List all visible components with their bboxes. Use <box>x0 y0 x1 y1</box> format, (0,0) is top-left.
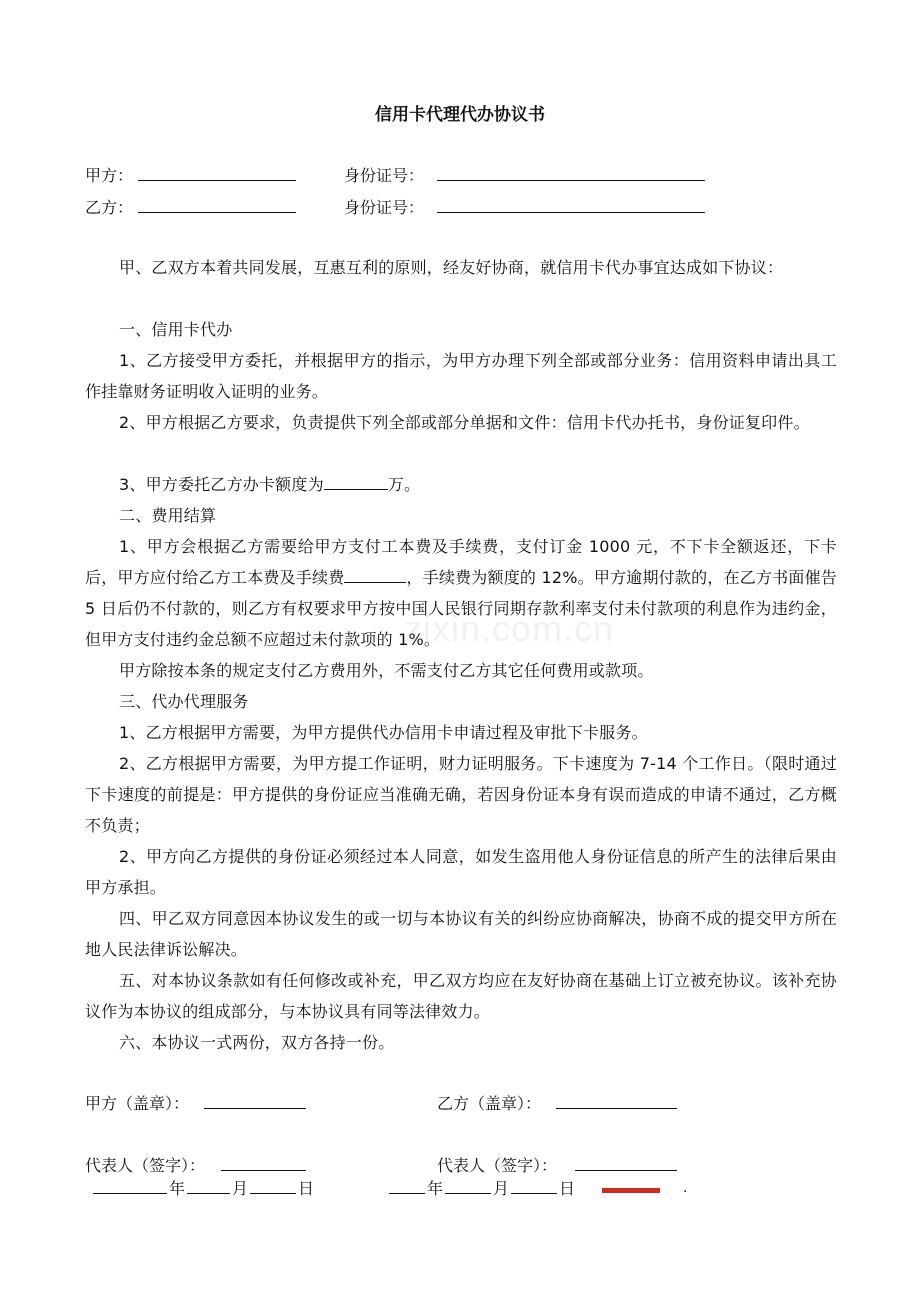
party-b-label: 乙方： <box>85 198 134 217</box>
party-b-year-blank[interactable] <box>389 1193 425 1194</box>
party-a-month-label: 月 <box>232 1179 249 1198</box>
party-a-seal-blank[interactable] <box>204 1108 306 1109</box>
party-b-id-blank[interactable] <box>437 212 705 213</box>
party-a-seal-label: 甲方（盖章）： <box>85 1094 190 1113</box>
section-1-item-3 <box>85 469 837 500</box>
party-b-month-blank[interactable] <box>445 1193 491 1194</box>
fee-amount-blank[interactable] <box>344 566 406 583</box>
party-a-id-label: 身份证号： <box>344 166 425 185</box>
party-a-day-label: 日 <box>298 1179 315 1198</box>
item-3-text-post: 万。 <box>387 475 421 494</box>
section-3-item-2: 2、乙方根据甲方需要，为甲方提工作证明，财力证明服务。下卡速度为 7-14 个工作日。（限时通过下卡速度的前提是：甲方提供的身份证应当准确无确，若因身份证本身有误而造成的申请不通过，乙方概不负责； <box>85 754 837 835</box>
section-1-heading: 一、信用卡代办 <box>119 320 233 339</box>
party-b-day-label: 日 <box>559 1179 576 1198</box>
party-a-day-blank[interactable] <box>250 1193 296 1194</box>
document-title: 信用卡代理代办协议书 <box>375 105 545 125</box>
fee-text-pre: 1、甲方会根据乙方需要给甲方支付工本费及手续费，支付订金 1000 元，不下卡全额返还，下卡后，甲方应付给乙方工本费及手续费 <box>85 537 837 587</box>
section-3-heading: 三、代办代理服务 <box>119 692 249 711</box>
party-b-seal-label: 乙方（盖章）： <box>437 1094 542 1113</box>
section-5-paragraph: 五、对本协议条款如有任何修改或补充，甲乙双方均应在友好协商在基础上订立被充协议。该补充协议作为本协议的组成部分，与本协议具有同等法律效力。 <box>85 971 837 1021</box>
party-a-year-blank[interactable] <box>93 1193 167 1194</box>
trailing-dot: . <box>683 1180 688 1196</box>
party-a-rep-blank[interactable] <box>221 1170 306 1171</box>
party-b-seal-blank[interactable] <box>556 1108 677 1109</box>
section-1-item-2: 2、甲方根据乙方要求，负责提供下列全部或部分单据和文件：信用卡代办托书，身份证复印件。 <box>119 413 810 432</box>
party-b-year-label: 年 <box>427 1179 444 1198</box>
party-b-blank[interactable] <box>138 212 296 213</box>
section-1-item-1: 1、乙方接受甲方委托，并根据甲方的指示，为甲方办理下列全部或部分业务：信用资料申请出具工作挂靠财务证明收入证明的业务。 <box>85 351 837 401</box>
party-a-blank[interactable] <box>138 180 296 181</box>
party-a-rep-label: 代表人（签字）： <box>85 1156 206 1175</box>
party-a-label: 甲方： <box>85 166 134 185</box>
section-4-paragraph: 四、甲乙双方同意因本协议发生的或一切与本协议有关的纠纷应协商解决，协商不成的提交甲方所在地人民法律诉讼解决。 <box>85 909 837 959</box>
section-6-paragraph: 六、本协议一式两份，双方各持一份。 <box>119 1033 395 1052</box>
limit-amount-blank[interactable] <box>324 473 388 490</box>
section-3-item-1: 1、乙方根据甲方需要，为甲方提供代办信用卡申请过程及审批下卡服务。 <box>119 723 648 742</box>
party-b-rep-label: 代表人（签字）： <box>437 1156 558 1175</box>
party-a-year-label: 年 <box>169 1179 186 1198</box>
party-a-month-blank[interactable] <box>187 1193 230 1194</box>
fee-text-post: ，手续费为额度的 12%。甲方逾期付款的，在乙方书面催告 5 日后仍不付款的，则乙方有权要求甲方按中国人民银行同期存款利率支付未付款项的利息作为违约金，但甲方支付违约金总额不应超过未付款项的 1%。 <box>85 568 838 649</box>
party-b-id-label: 身份证号： <box>344 198 425 217</box>
section-2-note: 甲方除按本条的规定支付乙方费用外，不需支付乙方其它任何费用或款项。 <box>119 661 654 680</box>
intro-paragraph: 甲、乙双方本着共同发展，互惠互利的原则，经友好协商，就信用卡代办事宜达成如下协议： <box>119 258 784 277</box>
party-b-day-blank[interactable] <box>511 1193 557 1194</box>
section-3-item-3: 2、甲方向乙方提供的身份证必须经过本人同意，如发生盗用他人身份证信息的所产生的法律后果由甲方承担。 <box>85 847 837 897</box>
red-stamp-mark <box>602 1188 660 1193</box>
party-b-rep-blank[interactable] <box>575 1170 677 1171</box>
watermark-text: zixin.com.cn <box>404 608 615 649</box>
party-a-id-blank[interactable] <box>437 180 705 181</box>
item-3-text-pre: 3、甲方委托乙方办卡额度为 <box>119 475 324 494</box>
section-2-heading: 二、费用结算 <box>119 506 217 525</box>
party-b-month-label: 月 <box>493 1179 510 1198</box>
